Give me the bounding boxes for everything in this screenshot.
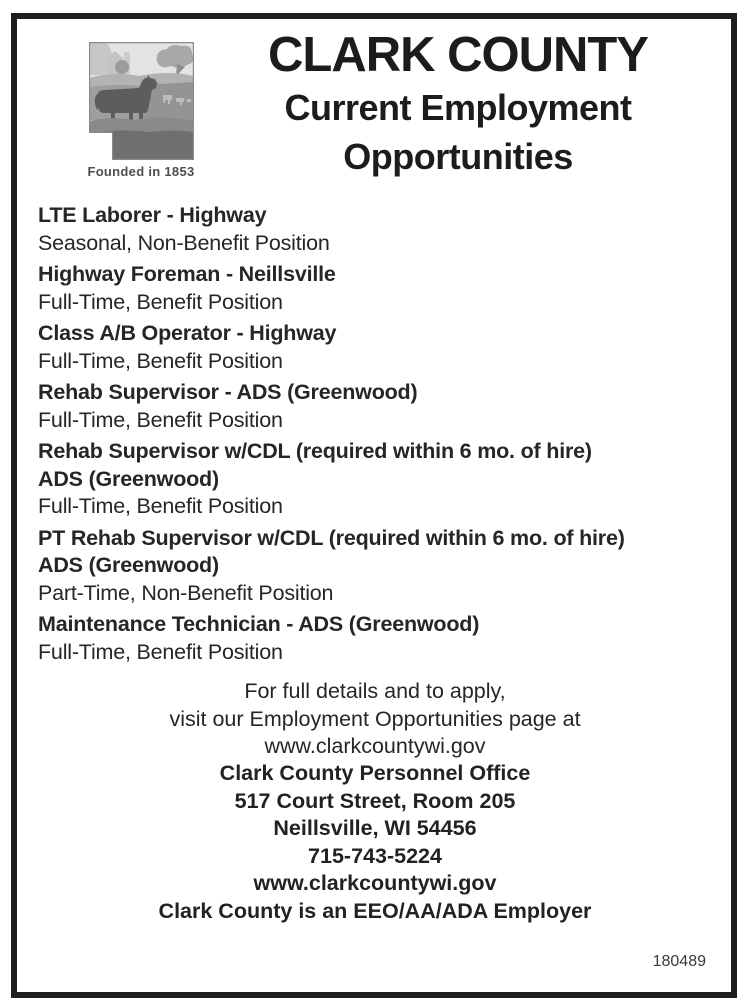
county-logo-block [60,28,222,179]
job-title: Rehab Supervisor - ADS (Greenwood) [38,380,418,404]
page-title: CLARK COUNTY [268,28,648,82]
contact-info [18,760,732,925]
contact-phone: 715-743-5224 [308,843,442,868]
clark-county-seal-icon [89,42,194,160]
job-listing-lte-laborer [38,202,722,257]
contact-office: Clark County Personnel Office [219,761,531,785]
job-listing-class-ab-operator [38,320,722,375]
job-title: Class A/B Operator - Highway [38,321,337,345]
job-detail: Full-Time, Benefit Position [38,639,283,664]
job-title-line2: ADS (Greenwood) [38,553,219,577]
job-detail: Seasonal, Non-Benefit Position [38,230,330,255]
job-title-line2: ADS (Greenwood) [38,466,219,491]
logo-caption: Founded in 1853 [87,164,195,179]
job-title: Maintenance Technician - ADS (Greenwood) [38,612,480,636]
page-subtitle-line1: Current Employment [284,87,632,128]
ad-reference-number: 180489 [652,953,706,970]
job-detail: Full-Time, Benefit Position [38,494,283,518]
contact-address: 517 Court Street, Room 205 [234,788,516,813]
apply-line1: For full details and to apply, [244,679,506,703]
job-title-line1: PT Rehab Supervisor w/CDL (required within 6 mo. of hire) [38,525,625,550]
job-listing-rehab-supervisor-cdl [38,438,722,521]
apply-line2: visit our Employment Opportunities page at [169,706,581,731]
job-title-line1: Rehab Supervisor w/CDL (required within 6 mo. of hire) [38,439,592,463]
job-title: LTE Laborer - Highway [38,203,267,227]
apply-website-text: www.clarkcountywi.gov [264,734,486,758]
job-listings [38,202,722,670]
job-detail: Full-Time, Benefit Position [38,348,283,373]
job-title: Highway Foreman - Neillsville [38,262,336,286]
job-detail: Part-Time, Non-Benefit Position [38,580,334,605]
job-detail: Full-Time, Benefit Position [38,289,283,314]
contact-website: www.clarkcountywi.gov [253,871,497,895]
page-subtitle-line2: Opportunities [343,136,573,177]
job-listing-highway-foreman [38,261,722,316]
apply-instructions [18,678,732,761]
eeo-statement: Clark County is an EEO/AA/ADA Employer [158,898,592,923]
job-listing-rehab-supervisor [38,379,722,434]
contact-city-state: Neillsville, WI 54456 [273,816,477,840]
job-detail: Full-Time, Benefit Position [38,407,283,432]
job-listing-maintenance-technician [38,611,722,666]
ad-header [248,27,668,181]
job-listing-pt-rehab-supervisor-cdl [38,525,722,608]
